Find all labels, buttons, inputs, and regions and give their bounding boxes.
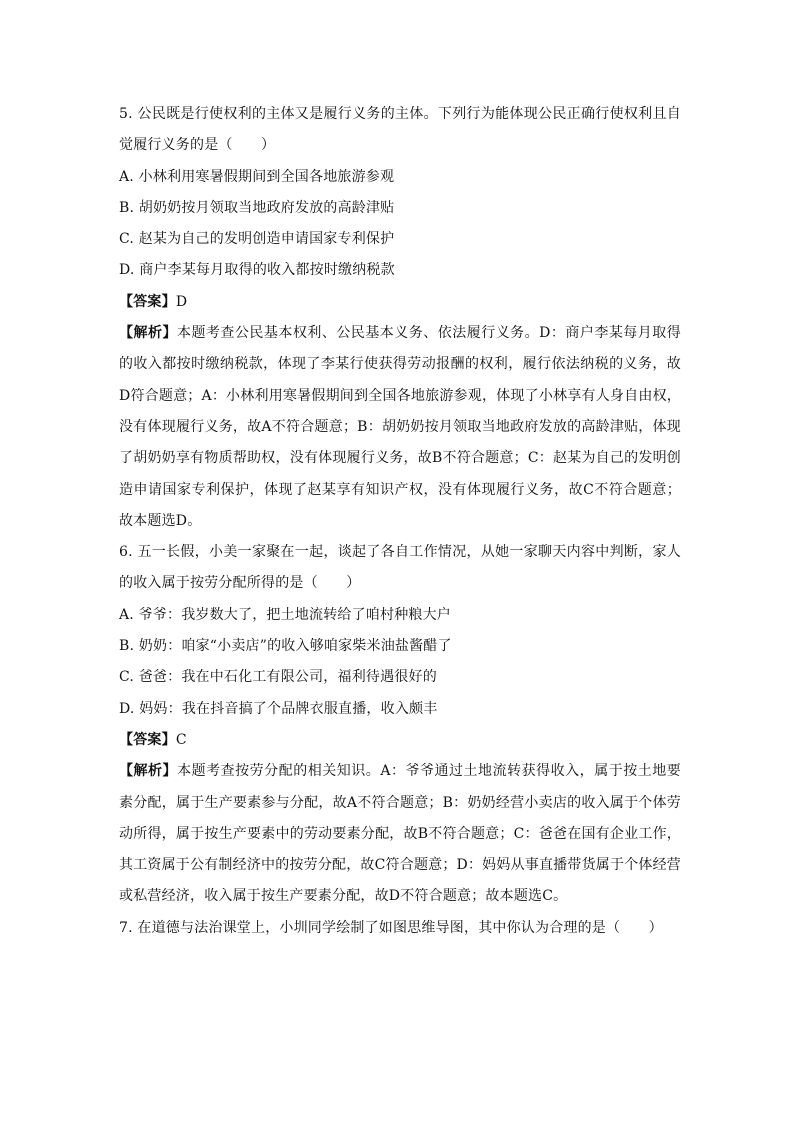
analysis-text: 本题考查公民基本权利、公民基本义务、依法履行义务。D：商户李某每月取得的收入都按时缴纳税款，体现了李某行使获得劳动报酬的权利，履行依法纳税的义务，故D符合题意；A：小林利用寒暑假期间到全国各地旅游参观，体现了小林享有人身自由权，没有体现履行义务，故A不符合题意；B：胡奶奶按月领取当地政府发放的高龄津贴，体现了胡奶奶享有物质帮助权，没有体现履行义务，故B不符合题意；C：赵某为自己的发明创造申请国家专利保护，体现了赵某享有知识产权，没有体现履行义务，故C不符合题意；故本题选D。 (119, 325, 681, 529)
option-a: A. 爷爷：我岁数大了，把土地流转给了咱村种粮大户 (119, 606, 452, 623)
answer-label: 【答案】 (119, 731, 176, 748)
answer-value: C (175, 731, 187, 748)
option-a: A. 小林利用寒暑假期间到全国各地旅游参观 (119, 168, 395, 185)
answer-line (119, 287, 681, 318)
option-c: C. 赵某为自己的发明创造申请国家专利保护 (119, 231, 395, 248)
option-b: B. 奶奶：咱家“小卖店”的收入够咱家柴米油盐酱醋了 (119, 638, 452, 655)
analysis-text: 本题考查按劳分配的相关知识。A：爷爷通过土地流转获得收入，属于按土地要素分配，属于生产要素参与分配，故A不符合题意；B：奶奶经营小卖店的收入属于个体劳动所得，属于按生产要素中的劳动要素分配，故B不符合题意；C：爸爸在国有企业工作，其工资属于公有制经济中的按劳分配，故C符合题意；D：妈妈从事直播带货属于个体经营或私营经济，收入属于按生产要素分配，故D不符合题意；故本题选C。 (119, 763, 681, 905)
option-b: B. 胡奶奶按月领取当地政府发放的高龄津贴 (119, 199, 395, 216)
analysis-label: 【解析】 (119, 763, 178, 780)
question-stem: 6. 五一长假，小美一家聚在一起，谈起了各自工作情况，从她一家聊天内容中判断，家人的收入属于按劳分配所得的是（ ） (119, 544, 681, 592)
analysis-label: 【解析】 (119, 325, 177, 342)
question-6 (119, 537, 681, 913)
question-5 (119, 99, 681, 537)
option-d: D. 妈妈：我在抖音搞了个品牌衣服直播，收入颇丰 (119, 700, 438, 717)
answer-label: 【答案】 (119, 293, 176, 310)
option-c: C. 爸爸：我在中石化工有限公司，福利待遇很好的 (119, 669, 437, 686)
question-stem: 7. 在道德与法治课堂上，小圳同学绘制了如图思维导图，其中你认为合理的是（ ） (119, 919, 663, 936)
question-7 (119, 913, 681, 944)
answer-value: D (175, 293, 188, 310)
answer-line (119, 725, 681, 756)
question-stem: 5. 公民既是行使权利的主体又是履行义务的主体。下列行为能体现公民正确行使权利且自觉履行义务的是（ ） (119, 106, 681, 154)
analysis-paragraph (119, 756, 681, 912)
analysis-paragraph (119, 318, 681, 537)
option-d: D. 商户李某每月取得的收入都按时缴纳税款 (119, 262, 395, 279)
document-content (119, 99, 681, 944)
